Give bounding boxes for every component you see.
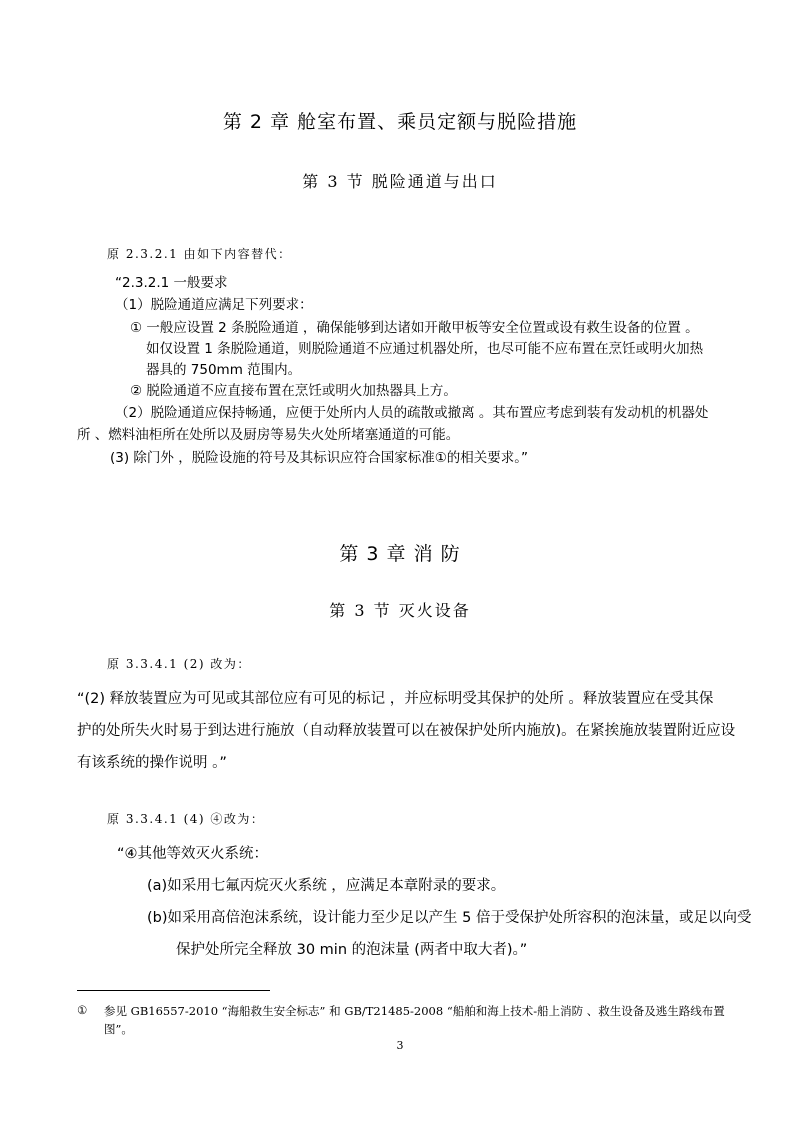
chapter-2-section-title: 第 3 节 脱险通道与出口	[302, 172, 498, 191]
paragraph-2-heading: “④其他等效灭火系统：	[117, 846, 269, 862]
clause-item-2-cont: 所 、燃料油柜所在处所以及厨房等易失火处所堵塞通道的可能。	[77, 427, 460, 443]
clause-item-3: (3) 除门外 ，脱险设施的符号及其标识应符合国家标准①的相关要求。”	[110, 450, 529, 466]
clause-subitem-1: ① 一般应设置 2 条脱险通道 ，确保能够到达诸如开敞甲板等安全位置或设有救生设备的位置 。	[130, 320, 699, 336]
paragraph-1-line-1: “(2) 释放装置应为可见或其部位应有可见的标记 ，并应标明受其保护的处所 。释放装置应在受其保	[77, 691, 714, 707]
chapter-2-title: 第 2 章 舱室布置、乘员定额与脱险措施	[222, 111, 578, 133]
footnote-separator	[77, 990, 270, 991]
paragraph-1-line-3: 有该系统的操作说明 。”	[77, 755, 227, 771]
clause-heading: “2.3.2.1 一般要求	[115, 275, 228, 291]
original-clause-note: 原 2.3.2.1 由如下内容替代：	[107, 247, 292, 261]
paragraph-2-item-b-cont: 保护处所完全释放 30 min 的泡沫量 (两者中取大者)。”	[176, 942, 528, 958]
clause-subitem-2: ② 脱险通道不应直接布置在烹饪或明火加热器具上方。	[130, 383, 457, 399]
page-number: 3	[396, 1039, 404, 1052]
footnote-text-line-2: 图”。	[104, 1022, 133, 1036]
chapter-3-section-title: 第 3 节 灭火设备	[329, 601, 471, 620]
clause-item-1: （1）脱险通道应满足下列要求：	[115, 297, 313, 313]
footnote-marker: ①	[77, 1003, 88, 1017]
clause-subitem-1-cont: 如仅设置 1 条脱险通道，则脱险通道不应通过机器处所，也尽可能不应布置在烹饪或明火加热	[146, 341, 704, 357]
paragraph-2-item-b: (b)如采用高倍泡沫系统，设计能力至少足以产生 5 倍于受保护处所容积的泡沫量，或足以向受	[147, 910, 752, 926]
clause-item-2: （2）脱险通道应保持畅通，应便于处所内人员的疏散或撤离 。其布置应考虑到装有发动机的机器处	[115, 405, 709, 421]
clause-subitem-1-cont2: 器具的 750mm 范围内。	[146, 362, 302, 378]
paragraph-1-line-2: 护的处所失火时易于到达进行施放（自动释放装置可以在被保护处所内施放)。在紧挨施放装置附近应设	[77, 723, 736, 739]
chapter-3-title: 第 3 章 消 防	[339, 543, 461, 565]
original-clause-note-2: 原 3.3.4.1 (4) ④改为：	[107, 812, 265, 826]
footnote-text-line-1: 参见 GB16557-2010 “海船救生安全标志” 和 GB/T21485-2008 “船舶和海上技术-船上消防 、救生设备及逃生路线布置	[104, 1004, 725, 1018]
paragraph-2-item-a: (a)如采用七氟丙烷灭火系统 ，应满足本章附录的要求。	[147, 878, 506, 894]
original-clause-note-1: 原 3.3.4.1 (2) 改为：	[107, 657, 251, 671]
